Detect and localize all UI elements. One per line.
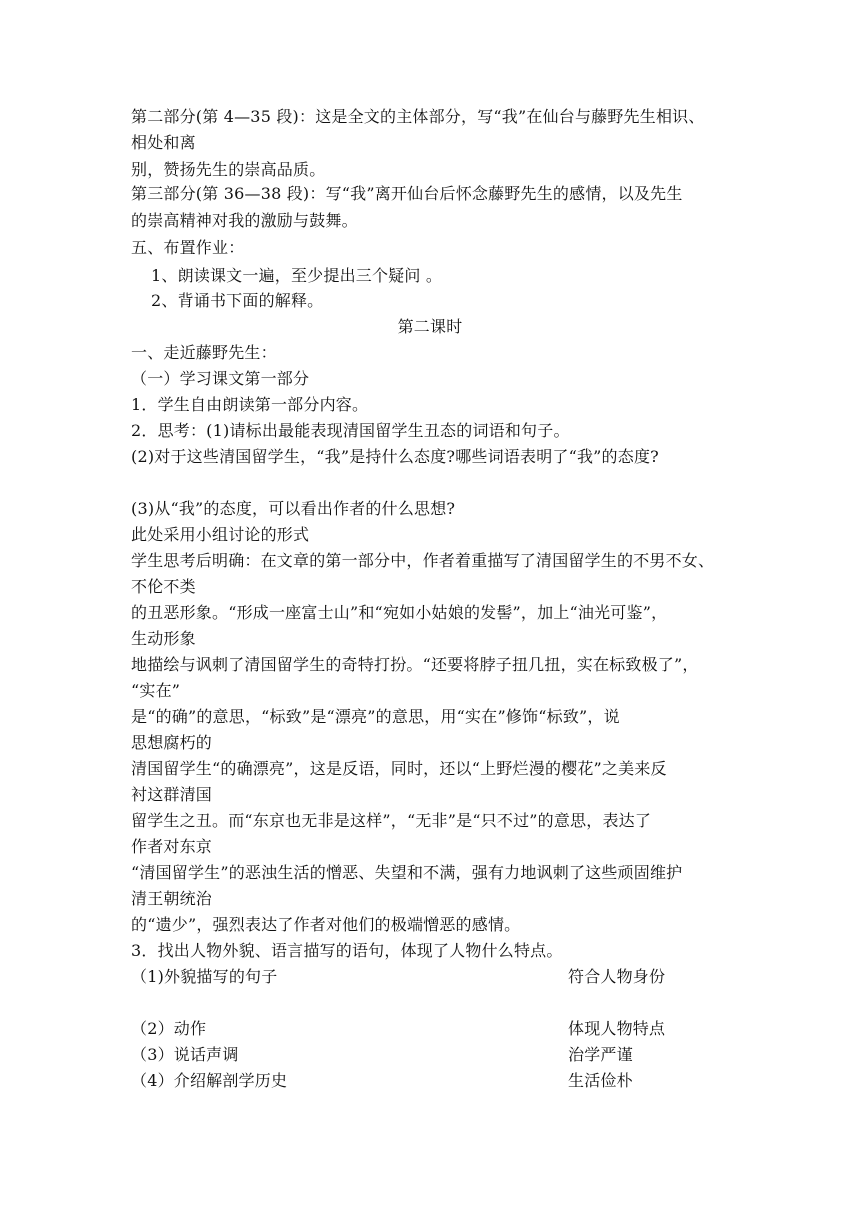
trait-row-value: 生活俭朴 [568,1071,633,1090]
homework-item: 1、朗读课文一遍，至少提出三个疑问 。 [151,266,443,285]
paragraph-line: 的丑恶形象。“形成一座富士山”和“宛如小姑娘的发髻”，加上“油光可鉴”， [131,603,668,622]
subsection-heading: （一）学习课文第一部分 [131,369,310,388]
trait-row [131,966,666,988]
paragraph-line: 不伦不类 [131,577,196,596]
paragraph-line: 地描绘与讽刺了清国留学生的奇特打扮。“还要将脖子扭几扭，实在标致极了”， [131,655,699,674]
trait-row-value: 符合人物身份 [568,967,666,986]
paragraph-line: 清王朝统治 [131,889,213,908]
paragraph-line: 的“遗少”，强烈表达了作者对他们的极端憎恶的感情。 [131,915,521,934]
paragraph-line: 思想腐朽的 [131,733,213,752]
paragraph-line: 第三部分(第 36—38 段)：写“我”离开仙台后怀念藤野先生的感情，以及先生 [131,184,683,203]
section-heading: 一、走近藤野先生： [131,343,277,362]
section-heading: 五、布置作业： [131,238,245,257]
trait-row-label: （4）介绍解剖学历史 [131,1071,288,1090]
paragraph-line: 1．学生自由朗读第一部分内容。 [131,395,369,414]
trait-row-value: 治学严谨 [568,1045,633,1064]
paragraph-line: (2)对于这些清国留学生，“我”是持什么态度?哪些词语表明了“我”的态度? [131,447,659,466]
paragraph-line: “清国留学生”的恶浊生活的憎恶、失望和不满，强有力地讽刺了这些顽固维护 [131,863,683,882]
trait-row [131,1018,666,1040]
paragraph-line: “实在” [131,681,181,700]
paragraph-line: 生动形象 [131,629,196,648]
trait-row [131,1070,633,1092]
paragraph-line: 清国留学生“的确漂亮”，这是反语，同时，还以“上野烂漫的樱花”之美来反 [131,759,667,778]
paragraph-line: 衬这群清国 [131,785,213,804]
lesson-title: 第二课时 [397,317,463,336]
trait-row [131,1044,633,1066]
paragraph-line: 留学生之丑。而“东京也无非是这样”，“无非”是“只不过”的意思，表达了 [131,811,652,830]
trait-row-value: 体现人物特点 [568,1019,666,1038]
paragraph-line: 学生思考后明确：在文章的第一部分中，作者着重描写了清国留学生的不男不女、 [131,551,715,570]
paragraph-line: (3)从“我”的态度，可以看出作者的什么思想? [131,499,456,518]
paragraph-line: 此处采用小组讨论的形式 [131,525,310,544]
paragraph-line: 相处和离 [131,133,196,152]
paragraph-line: 作者对东京 [131,837,213,856]
paragraph-line: 的崇高精神对我的激励与鼓舞。 [131,211,358,230]
paragraph-line: 第二部分(第 4—35 段)：这是全文的主体部分，写“我”在仙台与藤野先生相识、 [131,107,705,126]
paragraph-line: 是“的确”的意思，“标致”是“漂亮”的意思，用“实在”修饰“标致”，说 [131,707,620,726]
paragraph-line: 别，赞扬先生的崇高品质。 [131,160,326,179]
homework-item: 2、背诵书下面的解释。 [151,291,324,310]
trait-row-label: （1)外貌描写的句子 [131,967,278,986]
paragraph-line: 3．找出人物外貌、语言描写的语句，体现了人物什么特点。 [131,941,563,960]
paragraph-line: 2．思考：(1)请标出最能表现清国留学生丑态的词语和句子。 [131,421,570,440]
trait-row-label: （3）说话声调 [131,1045,239,1064]
trait-row-label: （2）动作 [131,1019,207,1038]
